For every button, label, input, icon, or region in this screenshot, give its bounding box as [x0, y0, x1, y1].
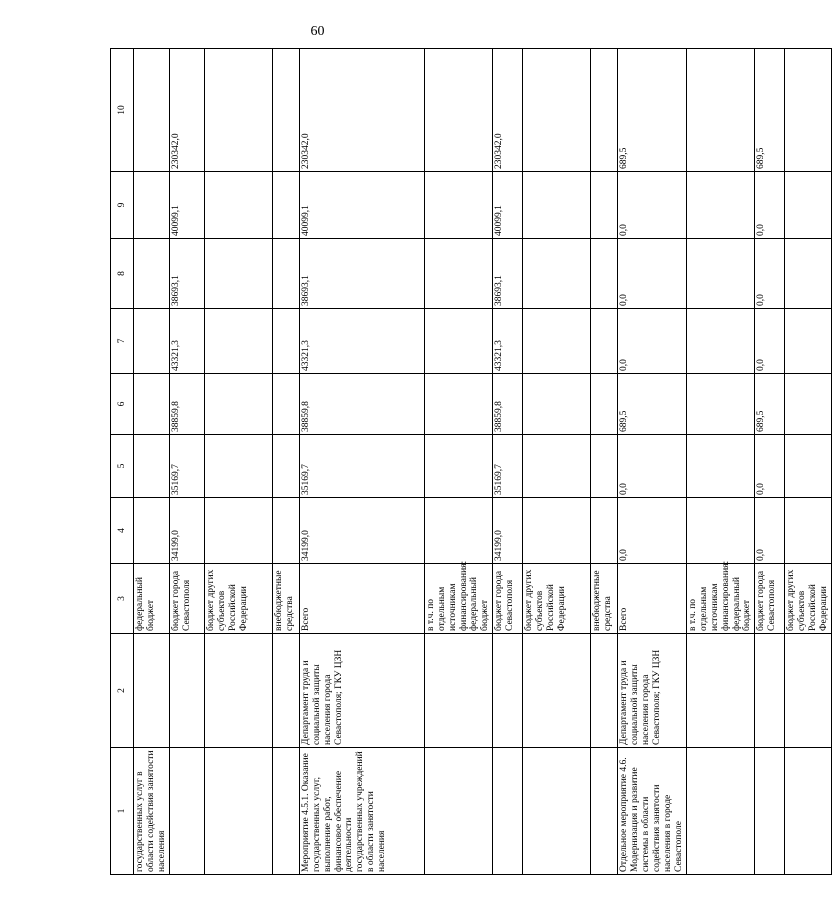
table-cell: 40099,1	[493, 172, 523, 239]
table-cell: 34199,0	[169, 498, 204, 564]
table-cell	[591, 239, 618, 309]
table-row	[424, 49, 493, 875]
table-cell	[134, 49, 170, 172]
table-cell: 0,0	[618, 498, 687, 564]
table-row	[299, 49, 424, 875]
table-cell: 689,5	[755, 49, 785, 172]
table-cell: 40099,1	[169, 172, 204, 239]
table-cell	[591, 309, 618, 374]
table-cell	[204, 172, 272, 239]
column-header: 8	[111, 239, 134, 309]
header-row	[111, 49, 134, 875]
table-cell	[686, 172, 755, 239]
table-cell	[523, 498, 591, 564]
table-cell	[134, 239, 170, 309]
table-row	[523, 49, 591, 875]
column-header: 1	[111, 748, 134, 875]
table-cell	[785, 172, 832, 239]
table-row	[618, 49, 687, 875]
table-cell: 689,5	[618, 374, 687, 435]
table-cell	[785, 239, 832, 309]
table-cell	[493, 748, 523, 875]
column-header: 2	[111, 634, 134, 748]
table-row	[169, 49, 204, 875]
table-row	[134, 49, 170, 875]
table-cell: бюджет города Севастополя	[755, 564, 785, 634]
table-cell: 230342,0	[169, 49, 204, 172]
budget-table	[110, 48, 832, 875]
table-cell: Всего	[618, 564, 687, 634]
table-cell	[134, 634, 170, 748]
table-cell	[686, 634, 755, 748]
table-cell	[686, 435, 755, 498]
table-cell	[686, 309, 755, 374]
table-cell: 689,5	[755, 374, 785, 435]
table-cell	[134, 435, 170, 498]
table-row	[591, 49, 618, 875]
table-cell: внебюджетные средства	[591, 564, 618, 634]
table-cell	[591, 435, 618, 498]
table-cell: Мероприятие 4.5.1. Оказание государственных услуг, выполнение работ, финансовое обеспечение деятельности государственных учреждений в области занятости населения	[299, 748, 424, 875]
table-cell: 43321,3	[299, 309, 424, 374]
table-cell: Департамент труда и социальной защиты населения города Севастополя; ГКУ ЦЗН	[618, 634, 687, 748]
table-cell	[755, 748, 785, 875]
table-cell: 38693,1	[299, 239, 424, 309]
table-cell	[785, 49, 832, 172]
table-cell	[272, 634, 299, 748]
table-body	[134, 49, 832, 875]
table-cell	[686, 49, 755, 172]
table-cell: бюджет города Севастополя	[493, 564, 523, 634]
table-cell: 230342,0	[299, 49, 424, 172]
page-number: 60	[310, 24, 325, 39]
table-row	[204, 49, 272, 875]
table-cell	[591, 498, 618, 564]
table-cell	[523, 172, 591, 239]
column-header: 7	[111, 309, 134, 374]
table-cell: 0,0	[618, 309, 687, 374]
table-cell	[785, 498, 832, 564]
table-cell	[424, 435, 493, 498]
table-cell	[523, 435, 591, 498]
table-cell	[134, 374, 170, 435]
table-cell: 34199,0	[493, 498, 523, 564]
table-cell: 35169,7	[493, 435, 523, 498]
table-cell	[424, 309, 493, 374]
table-cell	[785, 374, 832, 435]
table-cell	[523, 49, 591, 172]
table-cell: 0,0	[755, 309, 785, 374]
column-header: 10	[111, 49, 134, 172]
table-cell: 38859,8	[299, 374, 424, 435]
table-cell: 35169,7	[169, 435, 204, 498]
table-cell	[785, 435, 832, 498]
table-cell	[272, 435, 299, 498]
table-cell	[523, 634, 591, 748]
table-cell	[493, 634, 523, 748]
table-cell	[169, 748, 204, 875]
table-cell	[686, 498, 755, 564]
table-cell	[424, 374, 493, 435]
table-cell: Всего	[299, 564, 424, 634]
table-row	[785, 49, 832, 875]
table-cell: государственных услуг в области содействия занятости населения	[134, 748, 170, 875]
table-cell: 0,0	[755, 172, 785, 239]
table-cell	[204, 748, 272, 875]
table-cell	[134, 172, 170, 239]
table-cell	[591, 634, 618, 748]
table-cell: бюджет других субъектов Российской Федерации	[523, 564, 591, 634]
table-cell: 38693,1	[169, 239, 204, 309]
column-header: 6	[111, 374, 134, 435]
table-cell	[272, 309, 299, 374]
table-cell: 43321,3	[169, 309, 204, 374]
table-row	[755, 49, 785, 875]
table-cell	[424, 239, 493, 309]
table-cell: 34199,0	[299, 498, 424, 564]
table-cell: 38859,8	[169, 374, 204, 435]
table-row	[272, 49, 299, 875]
column-header: 5	[111, 435, 134, 498]
table-cell: в т.ч. по отдельным источникам финансирования: федеральный бюджет	[686, 564, 755, 634]
column-header: 9	[111, 172, 134, 239]
table-cell: Департамент труда и социальной защиты населения города Севастополя; ГКУ ЦЗН	[299, 634, 424, 748]
table-row	[493, 49, 523, 875]
table-cell	[591, 748, 618, 875]
table-cell	[204, 309, 272, 374]
table-cell	[523, 374, 591, 435]
table-cell: 35169,7	[299, 435, 424, 498]
table-cell: Отдельное мероприятие 4.6. Модернизация и развитие системы в области содействия занятости населения в городе Севастополе	[618, 748, 687, 875]
table-cell: 40099,1	[299, 172, 424, 239]
table-cell	[523, 748, 591, 875]
table-cell: 0,0	[755, 498, 785, 564]
table-cell	[204, 239, 272, 309]
table-cell	[169, 634, 204, 748]
table-cell	[591, 172, 618, 239]
table-cell	[204, 498, 272, 564]
column-header: 4	[111, 498, 134, 564]
table-cell	[204, 435, 272, 498]
table-cell	[272, 374, 299, 435]
table-cell	[785, 309, 832, 374]
table-cell: 230342,0	[493, 49, 523, 172]
table-cell	[272, 49, 299, 172]
table-cell	[424, 49, 493, 172]
table-cell: 0,0	[755, 435, 785, 498]
table-cell: 38859,8	[493, 374, 523, 435]
table-cell	[591, 49, 618, 172]
table-cell: 689,5	[618, 49, 687, 172]
column-header: 3	[111, 564, 134, 634]
table-cell	[523, 309, 591, 374]
table-cell	[523, 239, 591, 309]
table-cell	[204, 49, 272, 172]
table-cell	[204, 374, 272, 435]
table-cell	[686, 748, 755, 875]
table-cell: бюджет других субъектов Российской Федерации	[785, 564, 832, 634]
table-cell: 0,0	[618, 435, 687, 498]
table-cell	[272, 498, 299, 564]
table-cell: 38693,1	[493, 239, 523, 309]
table-cell: 43321,3	[493, 309, 523, 374]
table-cell: 0,0	[618, 172, 687, 239]
table-cell	[686, 374, 755, 435]
table-cell	[272, 748, 299, 875]
table-cell	[424, 634, 493, 748]
table-cell: 0,0	[755, 239, 785, 309]
table-row	[686, 49, 755, 875]
table-cell	[686, 239, 755, 309]
rotated-table-wrapper	[110, 49, 830, 875]
table-cell	[424, 498, 493, 564]
table-cell: бюджет города Севастополя	[169, 564, 204, 634]
table-cell	[134, 309, 170, 374]
table-cell	[272, 239, 299, 309]
table-cell	[134, 498, 170, 564]
table-cell	[272, 172, 299, 239]
table-cell: бюджет других субъектов Российской Федерации	[204, 564, 272, 634]
table-cell	[424, 748, 493, 875]
table-cell	[755, 634, 785, 748]
table-cell: внебюджетные средства	[272, 564, 299, 634]
table-cell: 0,0	[618, 239, 687, 309]
table-cell: в т.ч. по отдельным источникам финансирования: федеральный бюджет	[424, 564, 493, 634]
table-cell	[785, 748, 832, 875]
table-cell	[785, 634, 832, 748]
table-cell: федеральный бюджет	[134, 564, 170, 634]
table-cell	[591, 374, 618, 435]
table-cell	[204, 634, 272, 748]
table-cell	[424, 172, 493, 239]
